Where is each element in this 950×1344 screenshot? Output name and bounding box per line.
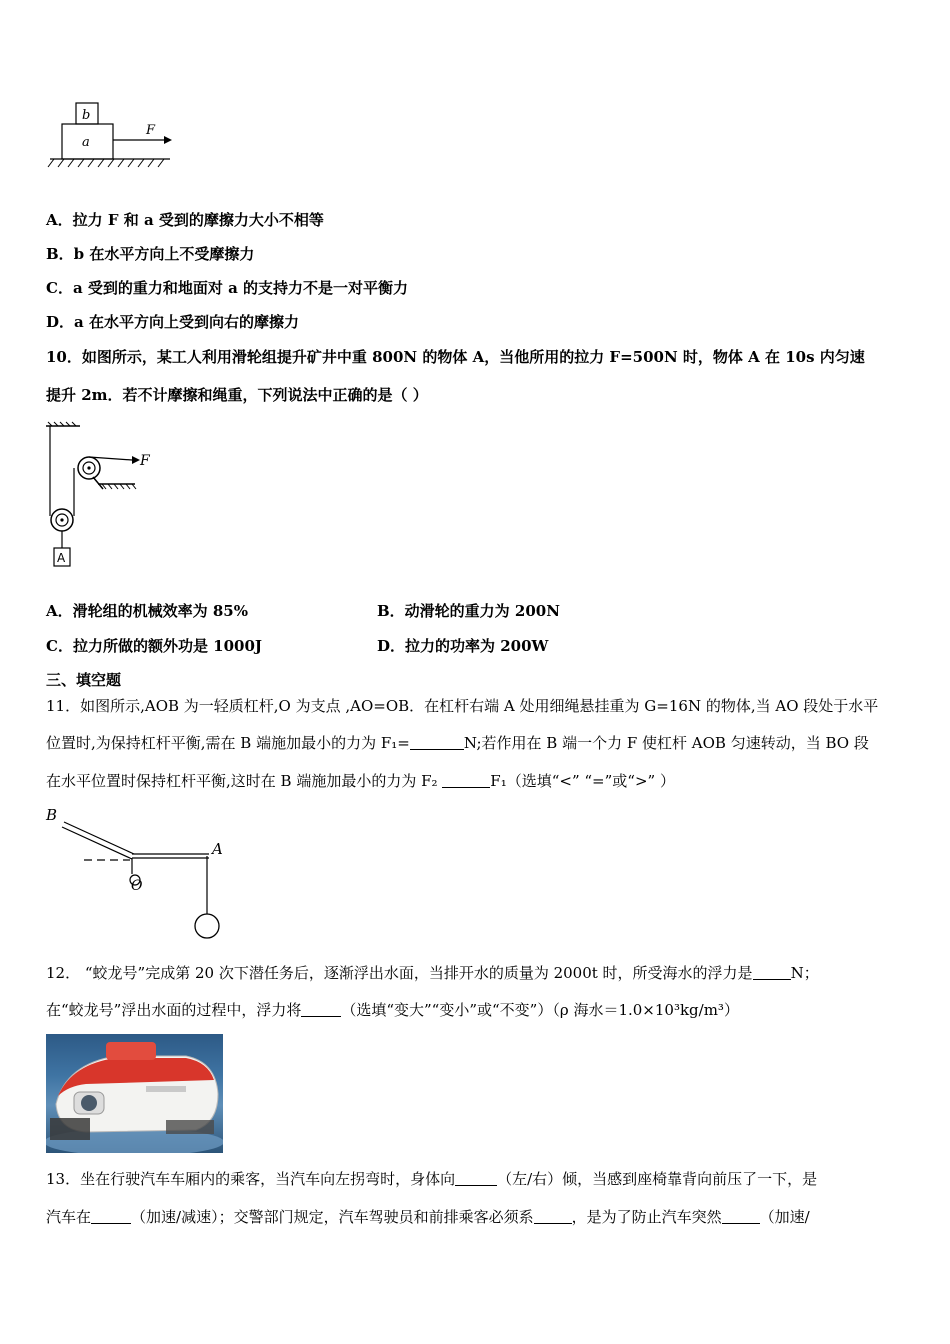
submersible-illustration xyxy=(46,1034,223,1153)
label-A: A xyxy=(212,840,223,858)
hanging-weight xyxy=(195,914,219,938)
q10-option-a-text: A．滑轮组的机械效率为 85% xyxy=(46,602,248,620)
ground-hatching xyxy=(48,159,164,167)
q11-line3-a: 在水平位置时保持杠杆平衡,这时在 B 端施加最小的力为 F₂ xyxy=(46,772,443,790)
lever-diagram xyxy=(44,800,244,945)
q9-option-d: D．a 在水平方向上受到向右的摩擦力 xyxy=(46,313,299,331)
pulley-diagram xyxy=(40,420,160,580)
label-F: F xyxy=(140,453,150,469)
q11-line3-b: F₁（选填“<” “=”或“>” ） xyxy=(490,772,675,790)
block-force-diagram xyxy=(46,100,176,172)
label-a: a xyxy=(82,135,90,150)
q11-blank-1[interactable] xyxy=(410,735,464,750)
lever-arm-ob-top xyxy=(64,822,134,854)
movable-pulley-axle xyxy=(60,518,63,521)
label-B: B xyxy=(46,806,58,824)
q10-option-d: D．拉力的功率为 200W xyxy=(377,637,549,655)
q13-line2-a: 汽车在 xyxy=(46,1208,92,1226)
q11-stem-line1: 11．如图所示,AOB 为一轻质杠杆,O 为支点 ,AO=OB．在杠杆右端 A 处用细绳悬挂重为 G=16N 的物体,当 AO 段处于水平 xyxy=(46,697,879,715)
q10-stem-line2: 提升 2m．若不计摩擦和绳重，下列说法中正确的是（ ） xyxy=(46,386,428,404)
q13-blank-2[interactable] xyxy=(91,1209,131,1224)
q13-blank-1[interactable] xyxy=(455,1171,497,1186)
q13-blank-3[interactable] xyxy=(534,1209,572,1224)
label-b: b xyxy=(82,108,91,123)
q10-option-b: B．动滑轮的重力为 200N xyxy=(377,602,560,620)
jiaolong-submersible-photo xyxy=(46,1034,223,1153)
lever-arm-ob-bottom xyxy=(62,827,132,859)
section-heading: 三、填空题 xyxy=(46,671,122,689)
q11-stem-line3 xyxy=(46,771,675,791)
q12-line1-b: N； xyxy=(790,964,819,982)
q12-line2-a: 在“蛟龙号”浮出水面的过程中，浮力将 xyxy=(46,1001,302,1019)
q12-line1-a: 12． “蛟龙号”完成第 20 次下潜任务后，逐渐浮出水面，当排开水的质量为 2000t 时，所受海水的浮力是 xyxy=(46,964,753,982)
q9-option-c: C．a 受到的重力和地面对 a 的支持力不是一对平衡力 xyxy=(46,279,409,297)
q10-option-a xyxy=(46,601,560,621)
q13-stem-line1 xyxy=(46,1169,817,1189)
q13-line2-b: （加速/减速）；交警部门规定，汽车驾驶员和前排乘客必须系 xyxy=(131,1208,534,1226)
pulley-support xyxy=(93,477,103,489)
q12-line2-b: （选填“变大”“变小”或“不变”）（ρ 海水＝1.0×10³kg/m³） xyxy=(341,1001,739,1019)
label-O: O xyxy=(131,878,143,894)
q11-stem-line2 xyxy=(46,733,869,753)
force-arrowhead xyxy=(164,136,172,144)
label-F: F xyxy=(146,123,156,138)
F-arrowhead xyxy=(132,456,140,464)
q10-stem-line1: 10．如图所示，某工人利用滑轮组提升矿井中重 800N 的物体 A，当他所用的拉力 F=500N 时，物体 A 在 10s 内匀速 xyxy=(46,348,865,366)
q13-line2-d: （加速/ xyxy=(759,1208,810,1226)
q10-option-c xyxy=(46,636,549,656)
q12-blank-2[interactable] xyxy=(301,1002,341,1017)
q9-option-b: B．b 在水平方向上不受摩擦力 xyxy=(46,245,255,263)
q11-line2-b: N;若作用在 B 端一个力 F 使杠杆 AOB 匀速转动，当 BO 段 xyxy=(463,734,869,752)
q13-line1-a: 13．坐在行驶汽车车厢内的乘客，当汽车向左拐弯时，身体向 xyxy=(46,1170,456,1188)
q12-stem-line2 xyxy=(46,1000,739,1020)
q13-line2-c: ，是为了防止汽车突然 xyxy=(571,1208,722,1226)
q9-option-a: A．拉力 F 和 a 受到的摩擦力大小不相等 xyxy=(46,211,324,229)
label-A: A xyxy=(57,551,66,565)
q13-stem-line2 xyxy=(46,1207,810,1227)
q11-blank-2[interactable] xyxy=(442,773,490,788)
q12-stem-line1 xyxy=(46,963,819,983)
fixed-pulley-axle xyxy=(87,466,90,469)
q13-blank-4[interactable] xyxy=(722,1209,760,1224)
q11-line2-a: 位置时,为保持杠杆平衡,需在 B 端施加最小的力为 F₁= xyxy=(46,734,410,752)
q12-blank-1[interactable] xyxy=(753,965,791,980)
q10-option-c-text: C．拉力所做的额外功是 1000J xyxy=(46,637,263,655)
q13-line1-b: （左/右）倾，当感到座椅靠背向前压了一下，是 xyxy=(497,1170,818,1188)
